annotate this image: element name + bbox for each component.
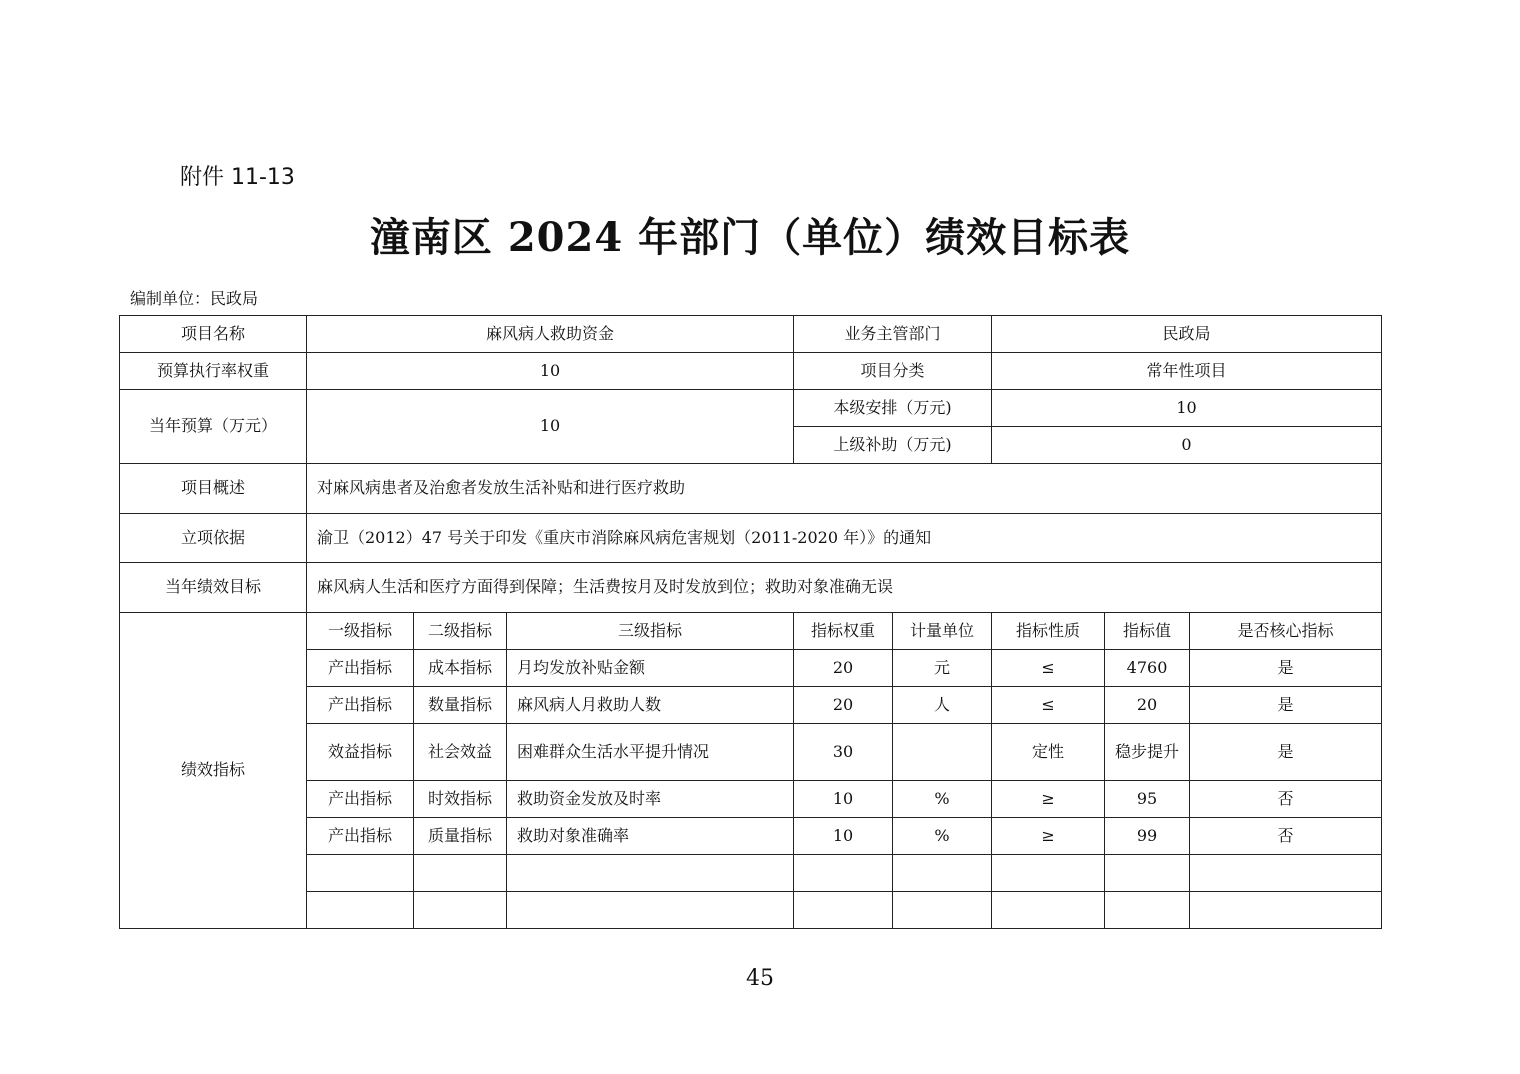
category: 常年性项目 [992,353,1382,390]
goal: 麻风病人生活和医疗方面得到保障；生活费按月及时发放到位；救助对象准确无误 [307,563,1382,613]
header-cell: 二级指标 [414,613,507,650]
table-cell: 20 [794,650,893,687]
table-cell: 质量指标 [414,818,507,855]
table-cell: 是 [1190,724,1382,781]
table-cell [307,855,414,892]
project-name-label: 项目名称 [120,316,307,353]
table-cell: 是 [1190,650,1382,687]
table-cell: 95 [1105,781,1190,818]
table-cell: ≤ [992,687,1105,724]
indicator-row [120,687,1382,724]
indicator-row [120,781,1382,818]
table-cell: 99 [1105,818,1190,855]
overview-label: 项目概述 [120,464,307,514]
table-cell [893,855,992,892]
goal-label: 当年绩效目标 [120,563,307,613]
table-cell: 稳步提升 [1105,724,1190,781]
table-cell: 20 [1105,687,1190,724]
upper-subsidy: 0 [992,427,1382,464]
table-cell: 困难群众生活水平提升情况 [507,724,794,781]
header-cell: 计量单位 [893,613,992,650]
table-cell [307,892,414,929]
upper-subsidy-label: 上级补助（万元) [794,427,992,464]
table-cell [794,855,893,892]
table-cell: 社会效益 [414,724,507,781]
department-label: 业务主管部门 [794,316,992,353]
table-cell: 20 [794,687,893,724]
table-cell: 产出指标 [307,818,414,855]
compiler-unit: 编制单位：民政局 [130,289,259,308]
attachment-label: 附件 11-13 [180,165,295,190]
table-row [120,316,1382,353]
header-cell: 是否核心指标 [1190,613,1382,650]
local-funding: 10 [992,390,1382,427]
table-cell: 产出指标 [307,687,414,724]
indicators-section-label: 绩效指标 [120,613,307,929]
table-cell [992,855,1105,892]
table-cell: 救助资金发放及时率 [507,781,794,818]
table-cell: 效益指标 [307,724,414,781]
table-cell [414,855,507,892]
local-funding-label: 本级安排（万元) [794,390,992,427]
table-cell [507,892,794,929]
table-cell: 10 [794,818,893,855]
indicator-row [120,818,1382,855]
table-cell [893,892,992,929]
table-cell: 人 [893,687,992,724]
basis: 渝卫（2012）47 号关于印发《重庆市消除麻风病危害规划（2011-2020 年）》的通知 [307,514,1382,563]
table-cell [414,892,507,929]
table-cell: 麻风病人月救助人数 [507,687,794,724]
indicator-row [120,724,1382,781]
table-cell: 产出指标 [307,650,414,687]
department: 民政局 [992,316,1382,353]
performance-target-table [119,315,1382,929]
table-cell [794,892,893,929]
header-cell: 指标性质 [992,613,1105,650]
overview: 对麻风病患者及治愈者发放生活补贴和进行医疗救助 [307,464,1382,514]
header-cell: 三级指标 [507,613,794,650]
table-cell: % [893,781,992,818]
table-cell: 产出指标 [307,781,414,818]
annual-budget: 10 [307,390,794,464]
table-cell: 时效指标 [414,781,507,818]
table-cell [1190,892,1382,929]
table-cell [992,892,1105,929]
table-cell: 30 [794,724,893,781]
table-row [120,514,1382,563]
table-cell: 4760 [1105,650,1190,687]
table-cell: ≥ [992,818,1105,855]
table-cell: 元 [893,650,992,687]
table-cell: 10 [794,781,893,818]
indicator-row-empty [120,855,1382,892]
table-cell: ≥ [992,781,1105,818]
project-name: 麻风病人救助资金 [307,316,794,353]
table-row [120,464,1382,514]
table-cell: 否 [1190,818,1382,855]
budget-weight: 10 [307,353,794,390]
table-cell: 成本指标 [414,650,507,687]
table-cell: 救助对象准确率 [507,818,794,855]
indicator-header-row [120,613,1382,650]
table-cell [1105,892,1190,929]
document-title: 潼南区 2024 年部门（单位）绩效目标表 [369,214,1131,261]
table-cell: 定性 [992,724,1105,781]
annual-budget-label: 当年预算（万元） [120,390,307,464]
table-cell: 是 [1190,687,1382,724]
table-cell: 月均发放补贴金额 [507,650,794,687]
table-cell: 数量指标 [414,687,507,724]
indicator-row-empty [120,892,1382,929]
table-cell: ≤ [992,650,1105,687]
table-cell: 否 [1190,781,1382,818]
table-cell [1105,855,1190,892]
page-number: 45 [746,966,774,991]
basis-label: 立项依据 [120,514,307,563]
table-cell [1190,855,1382,892]
budget-weight-label: 预算执行率权重 [120,353,307,390]
table-cell [893,724,992,781]
table-row [120,353,1382,390]
indicator-row [120,650,1382,687]
header-cell: 一级指标 [307,613,414,650]
table-row [120,563,1382,613]
table-row [120,390,1382,427]
header-cell: 指标权重 [794,613,893,650]
table-cell: % [893,818,992,855]
table-cell [507,855,794,892]
header-cell: 指标值 [1105,613,1190,650]
category-label: 项目分类 [794,353,992,390]
